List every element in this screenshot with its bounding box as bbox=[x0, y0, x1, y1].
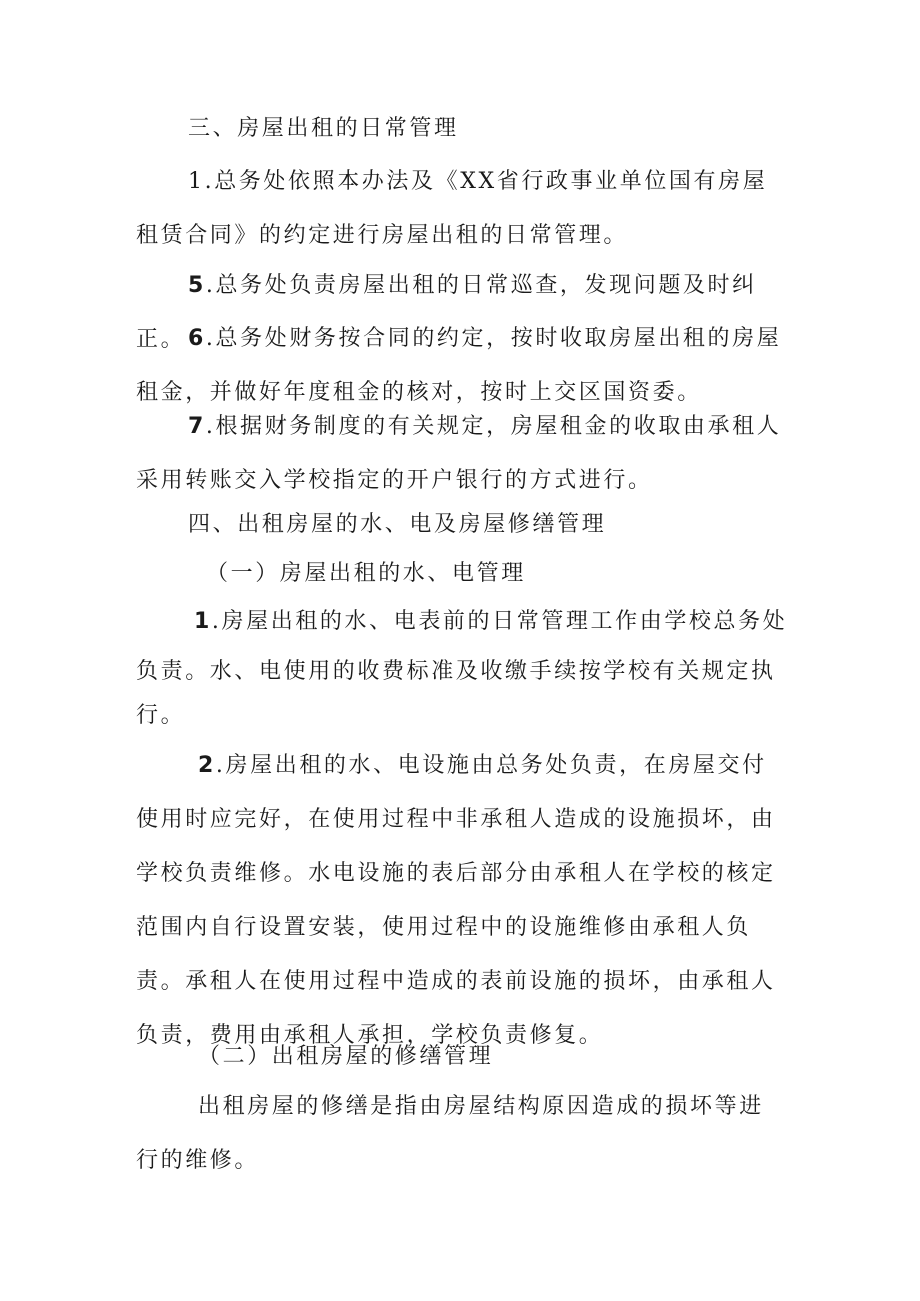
item-number: 1 bbox=[194, 609, 212, 634]
section-heading-4: 四、出租房屋的水、电及房屋修缮管理 bbox=[188, 512, 607, 537]
subsection-heading-2: （二）出租房屋的修缮管理 bbox=[198, 1044, 494, 1069]
paragraph-7: 7.根据财务制度的有关规定，房屋租金的收取由承租人采用转账交入学校指定的开户银行的方式进行。 bbox=[136, 414, 782, 493]
item-number: 6 bbox=[188, 326, 206, 351]
sub-paragraph-1 bbox=[136, 595, 786, 743]
item-number: 7 bbox=[188, 414, 206, 439]
sub-paragraph-3: 出租房屋的修缮是指由房屋结构原因造成的损坏等进行的维修。 bbox=[136, 1094, 764, 1173]
paragraph-6: 6.总务处财务按合同的约定，按时收取房屋出租的房屋租金，并做好年度租金的核对，按时上交区国资委。 bbox=[136, 326, 782, 405]
item-number: 2 bbox=[198, 753, 216, 778]
paragraph-5: 5.总务处负责房屋出租的日常巡查，发现问题及时纠正。 bbox=[136, 273, 757, 352]
line: 1.房屋出租的水、电表前的日常管理工作由学校总务处 bbox=[194, 609, 788, 634]
paragraph-1: 1.总务处依照本办法及《XX省行政事业单位国有房屋租赁合同》的约定进行房屋出租的日常管理。 bbox=[136, 169, 768, 248]
subsection-heading-1: （一）房屋出租的水、电管理 bbox=[206, 561, 526, 586]
sub-paragraph-2: 2.房屋出租的水、电设施由总务处负责，在房屋交付使用时应完好，在使用过程中非承租人造成的设施损坏，由学校负责维修。水电设施的表后部分由承租人在学校的核定范围内自行设置安装，使用过程中的设施维修由承租人负责。承租人在使用过程中造成的表前设施的损坏，由承租人负责，费用由承租人承担，学校负责修复。 bbox=[136, 753, 776, 1048]
section-heading-3: 三、房屋出租的日常管理 bbox=[188, 116, 459, 141]
line: 行。 bbox=[136, 703, 186, 728]
line: 负责。水、电使用的收费标准及收缴手续按学校有关规定执 bbox=[136, 659, 776, 684]
item-number: 5 bbox=[188, 273, 206, 298]
